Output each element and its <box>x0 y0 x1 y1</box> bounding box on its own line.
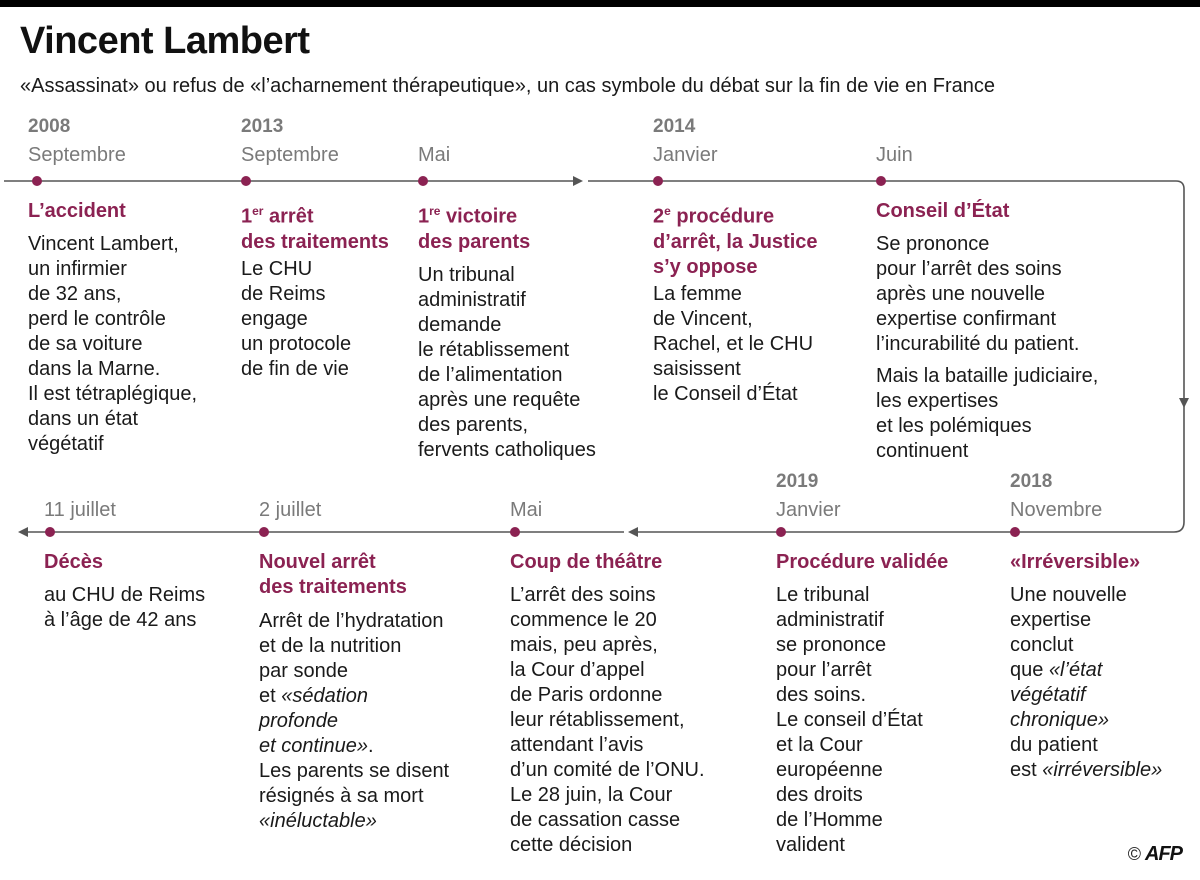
timeline-dot <box>32 176 42 186</box>
event-body: Le CHU de Reims engage un protocole de fin de vie <box>241 258 352 380</box>
timeline-dot <box>510 527 520 537</box>
event-heading: 2e procédure d’arrêt, la Justice s’y oppose <box>653 204 818 278</box>
event-year <box>510 470 542 494</box>
event-year <box>876 115 913 139</box>
arrow-left-end-icon <box>18 527 28 537</box>
afp-logo: AFP <box>1145 843 1182 865</box>
event-heading: Coup de théâtre <box>510 551 663 573</box>
event-date: Mai <box>418 144 451 166</box>
event-year: 2013 <box>241 116 284 137</box>
event-year: 2008 <box>28 116 71 137</box>
arrow-right-icon <box>573 176 583 186</box>
event-year: 2018 <box>1010 471 1053 492</box>
event-heading: 1re victoire des parents <box>418 204 531 253</box>
timeline-dot <box>241 176 251 186</box>
event-heading: «Irréversible» <box>1010 551 1141 573</box>
event-date: Novembre <box>1010 499 1103 521</box>
event-first-stop <box>241 115 339 167</box>
timeline-dot <box>45 527 55 537</box>
credit <box>1128 843 1182 866</box>
event-coup-de-theatre <box>510 470 542 522</box>
page-subtitle: «Assassinat» ou refus de «l’acharnement thérapeutique», un cas symbole du débat sur la fin de vie en France <box>20 75 996 97</box>
event-heading: 1er arrêt des traitements <box>241 204 389 253</box>
copyright-symbol: © <box>1127 844 1141 864</box>
event-body: Un tribunal administratif demande le rétablissement de l’alimentation après une requête des parents, fervents catholiques <box>418 264 596 461</box>
event-deces <box>44 470 116 522</box>
event-body: Une nouvelle expertise conclut que «l’état végétatif chronique» du patient est «irréversible» <box>1010 584 1163 781</box>
event-accident <box>28 115 126 167</box>
event-procedure-validee <box>776 470 840 522</box>
event-date: 11 juillet <box>44 499 116 521</box>
event-date: Janvier <box>653 144 718 166</box>
event-second-procedure <box>653 115 717 167</box>
page-title: Vincent Lambert <box>20 20 310 62</box>
event-year: 2014 <box>653 116 696 137</box>
event-date: 2 juillet <box>259 499 322 521</box>
event-body-continued: Mais la bataille judiciaire, les expertises et les polémiques continuent <box>876 365 1099 462</box>
event-heading: Conseil d’État <box>876 200 1010 222</box>
event-year: 2019 <box>776 471 819 492</box>
event-heading: Nouvel arrêt des traitements <box>259 551 407 598</box>
event-date: Mai <box>510 499 543 521</box>
event-parents-victory <box>418 115 450 167</box>
event-body: L’arrêt des soins commence le 20 mais, peu après, la Cour d’appel de Paris ordonne leur rétablissement, attendant l’avis d’un comité de l’ONU. Le 28 juin, la Cour de cassation casse cette décision <box>510 584 705 856</box>
event-body: Le tribunal administratif se prononce pour l’arrêt des soins. Le conseil d’État et la Cour européenne des droits de l’Homme valident <box>776 584 923 856</box>
event-heading: Décès <box>44 551 103 573</box>
timeline-dot <box>418 176 428 186</box>
event-date: Septembre <box>241 144 339 166</box>
event-conseil-etat <box>876 115 913 167</box>
event-heading: L’accident <box>28 200 126 222</box>
event-body: Arrêt de l’hydratation et de la nutrition par sonde et «sédation profonde et continue». Les parents se disent résignés à sa mort «inéluctable» <box>259 610 450 832</box>
event-body: Vincent Lambert, un infirmier de 32 ans, perd le contrôle de sa voiture dans la Marne. Il est tétraplégique, dans un état végétatif <box>28 233 197 455</box>
arrow-down-icon <box>1179 398 1189 408</box>
event-year <box>259 470 321 494</box>
event-date: Septembre <box>28 144 126 166</box>
event-body: au CHU de Reims à l’âge de 42 ans <box>44 584 206 631</box>
event-nouvel-arret <box>259 470 321 522</box>
arrow-left-icon <box>628 527 638 537</box>
event-body: Se prononce pour l’arrêt des soins après une nouvelle expertise confirmant l’incurabilité du patient. <box>876 233 1080 355</box>
event-irreversible <box>1010 470 1102 522</box>
timeline-dot <box>653 176 663 186</box>
timeline-dot <box>876 176 886 186</box>
event-year <box>418 115 450 139</box>
timeline-dot <box>776 527 786 537</box>
event-date: Juin <box>876 144 913 166</box>
timeline-dot <box>259 527 269 537</box>
timeline-dot <box>1010 527 1020 537</box>
event-body: La femme de Vincent, Rachel, et le CHU saisissent le Conseil d’État <box>653 283 814 405</box>
event-year <box>44 470 116 494</box>
event-date: Janvier <box>776 499 841 521</box>
event-heading: Procédure validée <box>776 551 949 573</box>
